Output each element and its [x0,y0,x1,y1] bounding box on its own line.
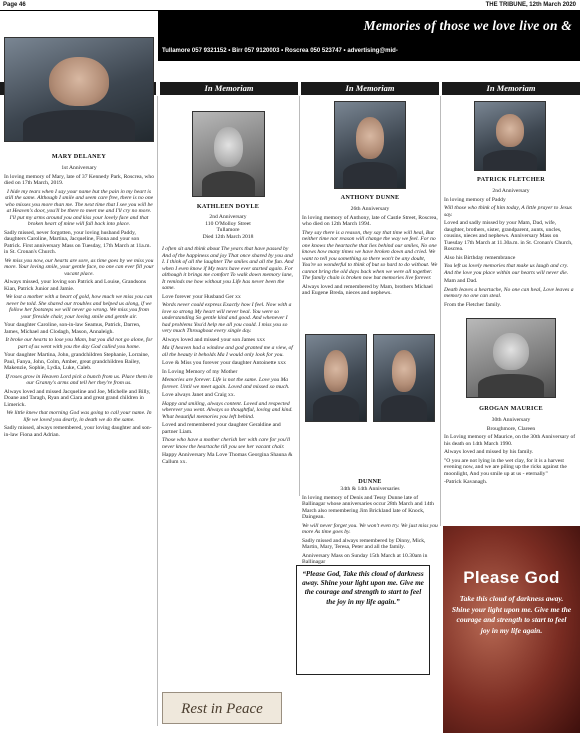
patrick-heading2: Also his Birthday remembrance [444,254,516,261]
patrick-body2: Mam and Dad. [444,278,478,284]
kathleen-name: KATHLEEN DOYLE [196,203,260,210]
kathleen-body3: Love & Miss you forever your daughter Antoinette xxx [162,360,286,366]
mary-body5: Always loved and missed Jacqueline and Joe, Michelle and Billy, Doane and Taragh, Ryan and Ciara and great grand children in Limerick. [4,388,151,408]
portrait-shoulders [483,150,536,170]
kathleen-notice [162,246,296,467]
anthony-notice [302,206,438,299]
please-god-graphic [443,526,580,733]
mary-verse3: We lost a mother with a heart of gold, how much we miss you can never be told. She shared our troubles and helped us along, if we follow her footsteps we will never go wrong. We miss you from your fireside chair, your loving smile and gentle air. [5,294,153,320]
kathleen-anniv: 2nd Anniversary [209,214,247,220]
maurice-name: GROGAN MAURICE [479,405,543,412]
mary-delaney-photo [4,37,154,142]
patrick-intro: In loving memory of Paddy [444,196,506,203]
denis-dunne-photo [305,334,367,422]
maurice-notice [444,417,578,488]
column-rule [157,96,158,726]
kathleen-body6: Happy Anniversary Ma Love Thomas Georgina Shauna & Callum xx. [162,452,293,465]
grogan-maurice-photo [466,318,556,398]
anthony-name: ANTHONY DUNNE [340,194,400,201]
mary-verse2: We miss you now, our hearts are sore, as time goes by we miss you more. Your loving smile, your gentle face, no one can ever fill your vacant place. [4,257,154,277]
mary-verse6: We little knew that morning God was going to call your name. In life we loved you dearly, in death we do the same. [6,410,152,423]
patrick-verse1: Will those who think of him today, A little prayer to Jesus say. [444,205,572,218]
kathleen-doyle-photo [192,111,265,197]
kathleen-body1: Love forever your Husband Ger xx [162,293,241,300]
please-god-text: Take this cloud of darkness away. Shine your light upon me. Give me the courage and strength to start to feel joy in my life again. [451,594,572,635]
patrick-body3: From the Fletcher family. [444,301,502,308]
kathleen-verse6: Those who have a mother cherish her with care for you'll never know the heartache till you see her vacant chair. [162,437,291,450]
mary-body3: Your daughter Caroline, son-in-law Seamus, Patrick, Darren, James, Michael and Clodagh, Mason, Annaleigh. [4,322,141,335]
column-rule [299,96,300,496]
dunne-intro: In loving memory of Denis and Tessy Dunne late of Ballinagar whose anniversaries occur 28th March and 14th March also remembering Jim Brickland late of Knock, Daingean. [302,494,434,520]
portrait-face [392,350,416,391]
masthead: THE TRIBUNE, 12th March 2020 [485,2,576,8]
mary-anniv: 1st Anniversary [61,165,97,171]
mary-body6: Sadly missed, always remembered, your loving daughter and son-in-law Fiona and Adrian. [4,425,152,438]
portrait-shoulders [478,374,545,397]
portrait-face [49,57,108,106]
section-bar-3: In Memoriam [301,82,439,95]
maurice-town: Broughmore, Clareen [486,425,536,432]
anthony-anniv: 26th Anniversary [350,206,390,212]
page-number: Page 46 [3,2,26,8]
portrait-shoulders [202,171,256,196]
kathleen-died: Died 12th March 2018 [202,233,254,240]
kathleen-address: 110 O'Molloy Street [205,220,251,227]
section-bar-4: In Memoriam [442,82,580,95]
kathleen-body2: Always loved and missed your son James xxx [162,336,266,343]
tessy-dunne-photo [373,334,435,422]
anthony-intro: In loving memory of Anthony, late of Castle Street, Roscrea, who died on 12th March 1994. [302,214,438,227]
patrick-verse2: You left us lovely memories that make us laugh and cry. And the love you place within our hearts will never die. [444,263,569,276]
dunne-mass: Anniversary Mass on Sunday 15th March at 10.30am in Ballinagar [302,552,428,565]
kathleen-verse2: Words never could express Exactly how I feel. Now with a love so strong My heart will never heal. You were so understanding So gentle kind and good. And whenever I had problems You'd help me all you could. I miss you so very much Throughout every single day. [162,302,292,334]
kathleen-verse3: Ma if heaven had a window and god granted me a view, of all the beauty it beholds Ma I would only look for you. [162,345,293,358]
portrait-shoulders [313,395,359,421]
section-bar-2: In Memoriam [160,82,298,95]
kathleen-town: Tullamore [216,227,240,233]
page-header [0,0,580,10]
header-contact: Tullamore 057 9321152 • Birr 057 9120003 • Roscrea 050 523747 • advertising@mid- [162,48,398,54]
please-god-quote-box: “Please God, Take this cloud of darkness away. Shine your light upon me. Give me the courage and strength to start to feel the joy in my life again.” [296,565,430,675]
patrick-anniv: 2nd Anniversary [492,188,530,194]
anthony-body1: Always loved and remembered by Mam, brothers Michael and Eugene Breda, nieces and nephews. [302,283,433,296]
patrick-verse3: Death leaves a heartache, No one can heal, Love leaves a memory no one can steal. [444,286,574,299]
please-god-title: Please God [463,568,560,587]
portrait-face [324,350,348,391]
dunne-anniv: 34th & 14th Anniversaries [340,486,400,492]
kathleen-verse4: Memories are forever. Life is not the same. Love you Ma forever. Until we meet again. Loved and missed so much. [162,377,290,390]
kathleen-verse1: I often sit and think about The years that have passed by And of the happiness and joy That once shared by you and I. I think of all the laughter The smiles and all the fun. And when I even know if My tears have ever started again. For although it brings me comfort To walk down memory lane, It reminds me how without you Life has never been the same. [162,246,294,291]
dunne-name: DUNNE [358,478,382,485]
kathleen-heading4: In Loving Memory of my Mother [162,368,238,375]
patrick-fletcher-photo [474,101,546,171]
portrait-face [356,117,384,158]
rest-in-peace-graphic: Rest in Peace [162,692,282,724]
kathleen-header [160,214,296,240]
patrick-body1: Loved and sadly missed by your Mam, Dad, wife, daughter, brothers, sister, grandparent, aunts, uncles, cousins, nieces and nephews. Anniversary Mass on Tuesday 17th March at 11.30a.m. in St. Cronan's Church, Roscrea. [444,220,573,252]
patrick-notice [444,188,578,310]
mary-intro: In loving memory of Mary, late of 37 Kennedy Park, Roscrea, who died on 17th March, 2019. [4,173,155,186]
mary-verse4: It broke our hearts to lose you Mam, but you did not go alone, for part of us went with you the day God called you home. [5,337,153,350]
mary-body1: Sadly missed, never forgotten, your loving husband Paddy, daughters Caroline, Martina, Jacqueline, Fiona and your son Patrick. First anniversary Mass on Tuesday, 17th March at 11a.m. in St. Cronan's Church. [4,229,151,255]
column-rule [440,96,441,526]
maurice-body1: Always loved and missed by his family. [444,449,534,455]
kathleen-verse5: Happy and smiling, always content. Loved and respected wherever you went. Always so thoughtful, loving and kind. What beautiful memories you left behind. [162,400,293,420]
mary-verse1: I hide my tears when I say your name but the pain in my heart is still the same. Although I smile and seem care free, there is no one who misses you more than me. The next time that I see you will be at Heaven's door, you'll be there to meet me and I'll cry no more. I'll put my arms around you and kiss your lovely face and that broken heart of mine will fall back into place. [4,188,154,227]
portrait-face [496,114,524,147]
dunne-body1: Sadly missed and always remembered by Dinny, Mick, Martin, Mary, Teresa, Peter and all the family. [302,537,426,550]
portrait-face [214,127,242,167]
portrait-face [493,333,528,370]
kathleen-body5: Loved and remembered your daughter Geraldine and partner Liam. [162,422,281,435]
portrait-shoulders [23,110,135,141]
maurice-verse1: "O you are not lying in the wet clay, for it is a harvest evening now, and we are piling up the ricks against the moonlight, And you smile up at us - eternally" [444,457,567,477]
mary-body2: Always missed, your loving son Patrick and Louise, Grandsons Kian, Patrick Junior and Jamie. [4,279,147,292]
anthony-dunne-photo [334,101,406,189]
patrick-name: PATRICK FLETCHER [477,176,545,183]
dunne-verse1: We will never forget you. We won't even try. We just miss you more As time goes by. [302,522,438,535]
portrait-shoulders [381,395,427,421]
header-title: Memories of those we love live on & [363,18,572,33]
maurice-anniv: 30th Anniversary [491,417,531,423]
maurice-signoff: -Patrick Kavanagh. [444,479,488,485]
mary-verse5: If roses grow in Heaven Lord pick a bunch from us. Place them in our Granny's arms and tell her they're from us. [5,373,153,386]
mary-body4: Your daughter Martina, John, grandchildren Stephanie, Lorraine, Paul, Fanya, John, Colm, Amber, great grandchildren Bailey, Makenzie, Sophie, Lydia, Luke, Caleb. [4,352,150,371]
anthony-verse1: They say there is a reason, they say that time will heal, But neither time nor reason will change the way we feel. For no one knows the heartache that lies behind our smiles, No one knows how many times we have broken down and cried. We want to tell you something so there won't be any doubt, You're so wonderful to think of but so hard to do without. We cannot bring the old days back when we were all together. The family chain is broken now but memories live forever. [302,229,438,281]
dunne-notice [302,486,438,568]
maurice-intro: In Loving memory of Maurice, on the 30th Anniversary of his death on 14th March 1990. [444,434,576,447]
kathleen-body4: Love always Janet and Craig xx. [162,392,236,398]
mary-name: MARY DELANEY [51,153,107,160]
mary-notice [4,165,154,440]
portrait-shoulders [343,162,396,188]
